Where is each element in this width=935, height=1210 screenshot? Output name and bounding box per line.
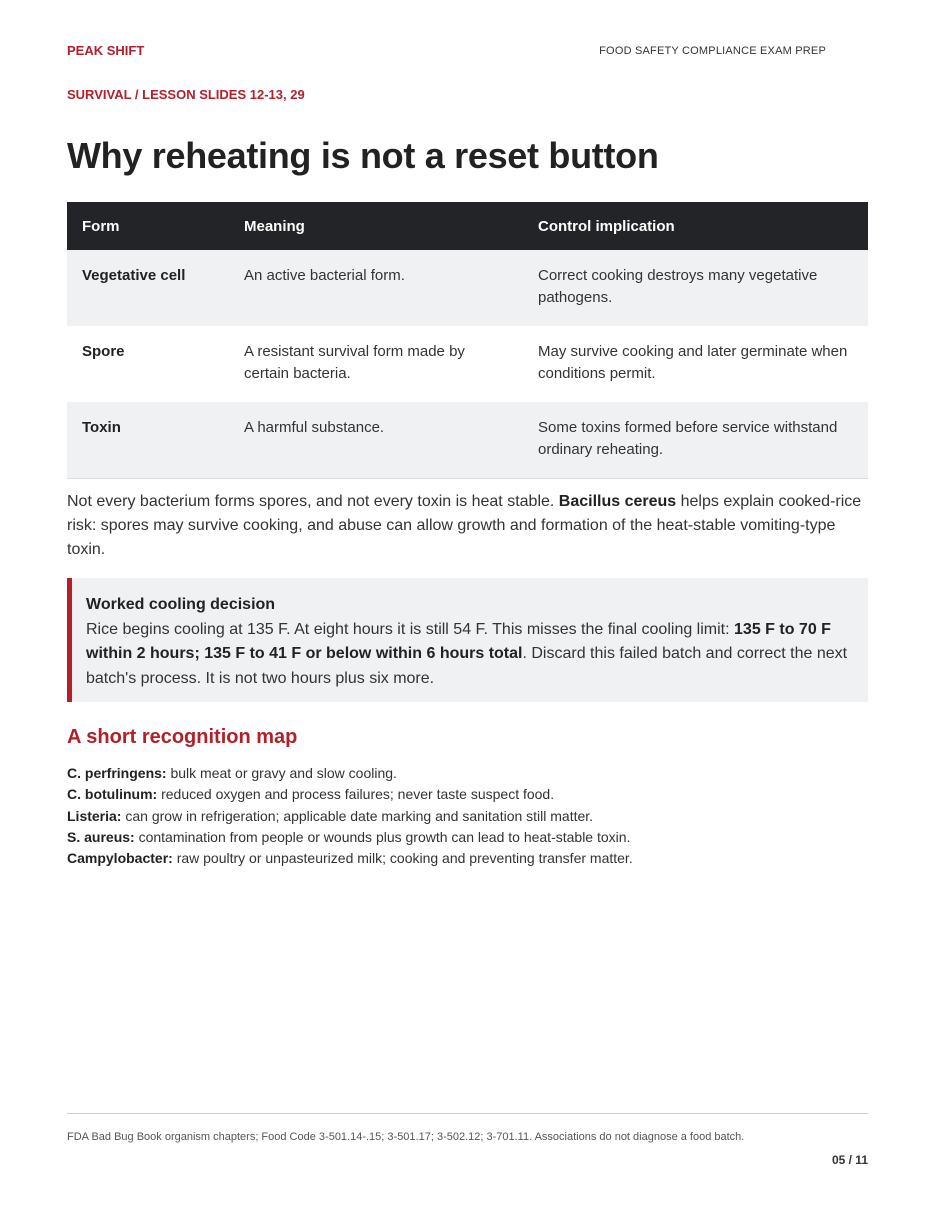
list-item — [67, 827, 633, 848]
column-header-control: Control implication — [523, 202, 868, 250]
bacteria-forms-table — [67, 202, 868, 479]
row-meaning: An active bacterial form. — [229, 250, 523, 326]
column-header-form: Form — [67, 202, 229, 250]
table-row — [67, 402, 868, 479]
page-number: 05 / 11 — [831, 1153, 868, 1167]
callout-title: Worked cooling decision — [86, 596, 276, 613]
callout-text: Rice begins cooling at 135 F. At eight hours it is still 54 F. This misses the final cooling limit: — [86, 620, 735, 638]
callout-text: . Discard this failed batch and correct the next batch's process. It is not two hours plus six more. — [86, 645, 848, 687]
footer-divider — [67, 1113, 868, 1114]
list-item — [67, 848, 633, 869]
recognition-map-heading: A short recognition map — [67, 726, 298, 748]
organism-name: Listeria: — [67, 807, 122, 824]
brand-name: PEAK SHIFT — [67, 43, 145, 58]
paragraph-text: helps explain cooked-rice risk: spores may survive cooking, and abuse can allow growth and formation of the heat-stable vomiting-type toxin. — [67, 493, 862, 558]
cooling-limit-text: 135 F to 70 F within 2 hours; 135 F to 41 F or below within 6 hours total — [86, 620, 831, 662]
paragraph-text: Not every bacterium forms spores, and not every toxin is heat stable. — [67, 493, 559, 510]
column-header-meaning: Meaning — [229, 202, 523, 250]
bacillus-term: Bacillus cereus — [558, 493, 677, 510]
organism-name: C. botulinum: — [67, 786, 158, 803]
organism-name: Campylobacter: — [67, 850, 173, 867]
organism-note: reduced oxygen and process failures; never taste suspect food. — [157, 786, 555, 803]
organism-note: can grow in refrigeration; applicable date marking and sanitation still matter. — [121, 807, 594, 824]
list-item — [67, 806, 633, 827]
organism-note: raw poultry or unpasteurized milk; cooking and preventing transfer matter. — [172, 850, 633, 867]
organism-note: contamination from people or wounds plus growth can lead to heat-stable toxin. — [134, 828, 631, 845]
row-control-implication: May survive cooking and later germinate when conditions permit. — [523, 326, 868, 402]
organism-name: C. perfringens: — [67, 765, 167, 781]
row-control-implication: Correct cooking destroys many vegetative pathogens. — [523, 250, 868, 326]
row-meaning: A harmful substance. — [229, 402, 523, 479]
page-title: Why reheating is not a reset button — [67, 135, 659, 176]
organism-note: bulk meat or gravy and slow cooling. — [166, 765, 397, 781]
organism-name: S. aureus: — [67, 828, 135, 845]
course-title: FOOD SAFETY COMPLIANCE EXAM PREP — [599, 45, 826, 57]
list-item — [67, 784, 633, 805]
row-meaning: A resistant survival form made by certain bacteria. — [229, 326, 523, 402]
row-control-implication: Some toxins formed before service withstand ordinary reheating. — [523, 402, 868, 479]
list-item — [67, 763, 633, 784]
bacillus-paragraph — [67, 490, 867, 562]
table-header-row — [67, 202, 868, 250]
row-form-name: Vegetative cell — [67, 250, 229, 326]
worked-example-callout — [67, 578, 868, 702]
row-form-name: Spore — [67, 326, 229, 402]
section-kicker: SURVIVAL / LESSON SLIDES 12-13, 29 — [67, 87, 305, 102]
row-form-name: Toxin — [67, 402, 229, 479]
recognition-map-list — [67, 763, 633, 869]
source-footnote: FDA Bad Bug Book organism chapters; Food Code 3-501.14-.15; 3-501.17; 3-502.12; 3-701.11. Associations do not diagnose a food batch. — [67, 1131, 745, 1143]
table-row — [67, 250, 868, 326]
table-row — [67, 326, 868, 402]
